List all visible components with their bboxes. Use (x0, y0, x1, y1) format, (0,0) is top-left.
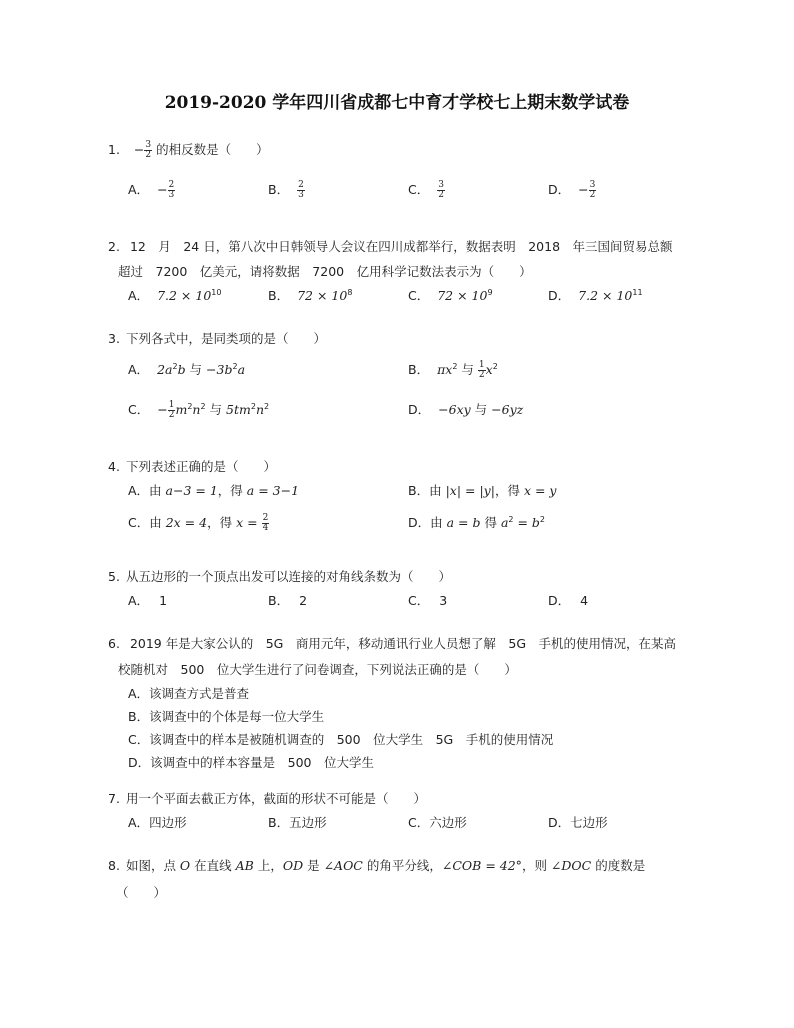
option-a[interactable]: A．该调查方式是普查 (128, 686, 250, 701)
option-a[interactable]: A． 1 (128, 593, 168, 608)
option-c[interactable]: C． $\frac{3}{2}$ (408, 180, 444, 200)
option-d[interactable]: D．该调查中的样本容量是 500 位大学生 (128, 755, 374, 770)
question-8 (108, 856, 708, 901)
question-1 (108, 140, 708, 160)
option-b[interactable]: B． $\frac{2}{3}$ (268, 180, 304, 200)
question-text: 12 月 24 日，第八次中日韩领导人会议在四川成都举行，数据表明 2018 年三国间贸易总额 (129, 239, 673, 254)
question-6 (108, 634, 708, 771)
question-number: 6. (108, 636, 120, 651)
option-c[interactable]: C． 3 (408, 593, 448, 608)
option-a[interactable]: A． $7.2 \times 10^{10}$ (128, 287, 222, 303)
question-3 (108, 329, 708, 347)
option-b[interactable]: B． 2 (268, 593, 308, 608)
question-2 (108, 237, 708, 280)
option-d[interactable]: D． − $\frac{3}{2}$ (548, 180, 596, 200)
option-d[interactable]: D．由 a = b 得 $a^2 = b^2$ (408, 514, 546, 530)
option-c[interactable]: C． $72 \times 10^9$ (408, 287, 493, 303)
option-c[interactable]: C．由 2x = 4，得 x = $\frac{2}{4}$ (128, 513, 269, 533)
question-1-stem (108, 140, 708, 160)
question-text: 下列表述正确的是（ ） (125, 459, 276, 474)
question-number: 2. (108, 239, 120, 254)
question-number: 8. (108, 858, 120, 873)
option-a[interactable]: A． − $\frac{2}{3}$ (128, 180, 175, 200)
option-a[interactable]: A． $2a^2b$ 与 $-3b^2a$ (128, 361, 246, 377)
option-b[interactable]: B．由 |x| = |y|，得 x = y (408, 483, 557, 498)
option-d[interactable]: D． $7.2 \times 10^{11}$ (548, 287, 643, 303)
option-c[interactable]: C．该调查中的样本是被随机调查的 500 位大学生 5G 手机的使用情况 (128, 732, 554, 747)
question-number: 7. (108, 791, 120, 806)
math-sign: − (133, 142, 145, 157)
option-a[interactable]: A．由 a−3 = 1，得 a = 3−1 (128, 483, 300, 498)
question-text: 2019 年是大家公认的 5G 商用元年，移动通讯行业人员想了解 5G 手机的使用情况，在某高 (129, 636, 677, 651)
question-7 (108, 789, 708, 807)
option-b[interactable]: B．五边形 (268, 815, 327, 830)
question-text: 下列各式中，是同类项的是（ ） (125, 331, 326, 346)
option-c[interactable]: C．六边形 (408, 815, 467, 830)
page-title: 2019-2020 学年四川省成都七中育才学校七上期末数学试卷 (164, 93, 630, 113)
option-d[interactable]: D． −6xy 与 −6yz (408, 402, 524, 417)
question-number: 1. (108, 142, 120, 157)
question-number: 4. (108, 459, 120, 474)
question-4 (108, 457, 708, 475)
option-b[interactable]: B． $\pi x^2$ 与 $\frac{1}{2}$ $x^2$ (408, 360, 498, 380)
option-d[interactable]: D．七边形 (548, 815, 608, 830)
option-b[interactable]: B．该调查中的个体是每一位大学生 (128, 709, 325, 724)
option-a[interactable]: A．四边形 (128, 815, 187, 830)
question-text: 用一个平面去截正方体，截面的形状不可能是（ ） (125, 791, 426, 806)
question-number: 3. (108, 331, 120, 346)
fraction: $\frac{3}{2}$ (145, 140, 152, 160)
question-5 (108, 567, 708, 585)
option-d[interactable]: D． 4 (548, 593, 589, 608)
question-text: 超过 7200 亿美元，请将数据 7200 亿用科学记数法表示为（ ） (118, 264, 532, 279)
answer-blank: （ ） (116, 885, 167, 900)
question-text: 从五边形的一个顶点出发可以连接的对角线条数为（ ） (125, 569, 451, 584)
question-text: 校随机对 500 位大学生进行了问卷调查，下列说法正确的是（ ） (118, 662, 517, 677)
option-c[interactable]: C． − $\frac{1}{2}$ $m^2n^2$ 与 $5tm^2n^2$ (128, 400, 270, 420)
question-text: 的相反数是（ ） (152, 142, 269, 157)
option-b[interactable]: B． $72 \times 10^8$ (268, 287, 353, 303)
question-number: 5. (108, 569, 120, 584)
question-text: 8. 如图，点 O 在直线 AB 上，OD 是 ∠AOC 的角平分线，∠COB = 42°，则 ∠DOC 的度数是 (108, 858, 646, 873)
